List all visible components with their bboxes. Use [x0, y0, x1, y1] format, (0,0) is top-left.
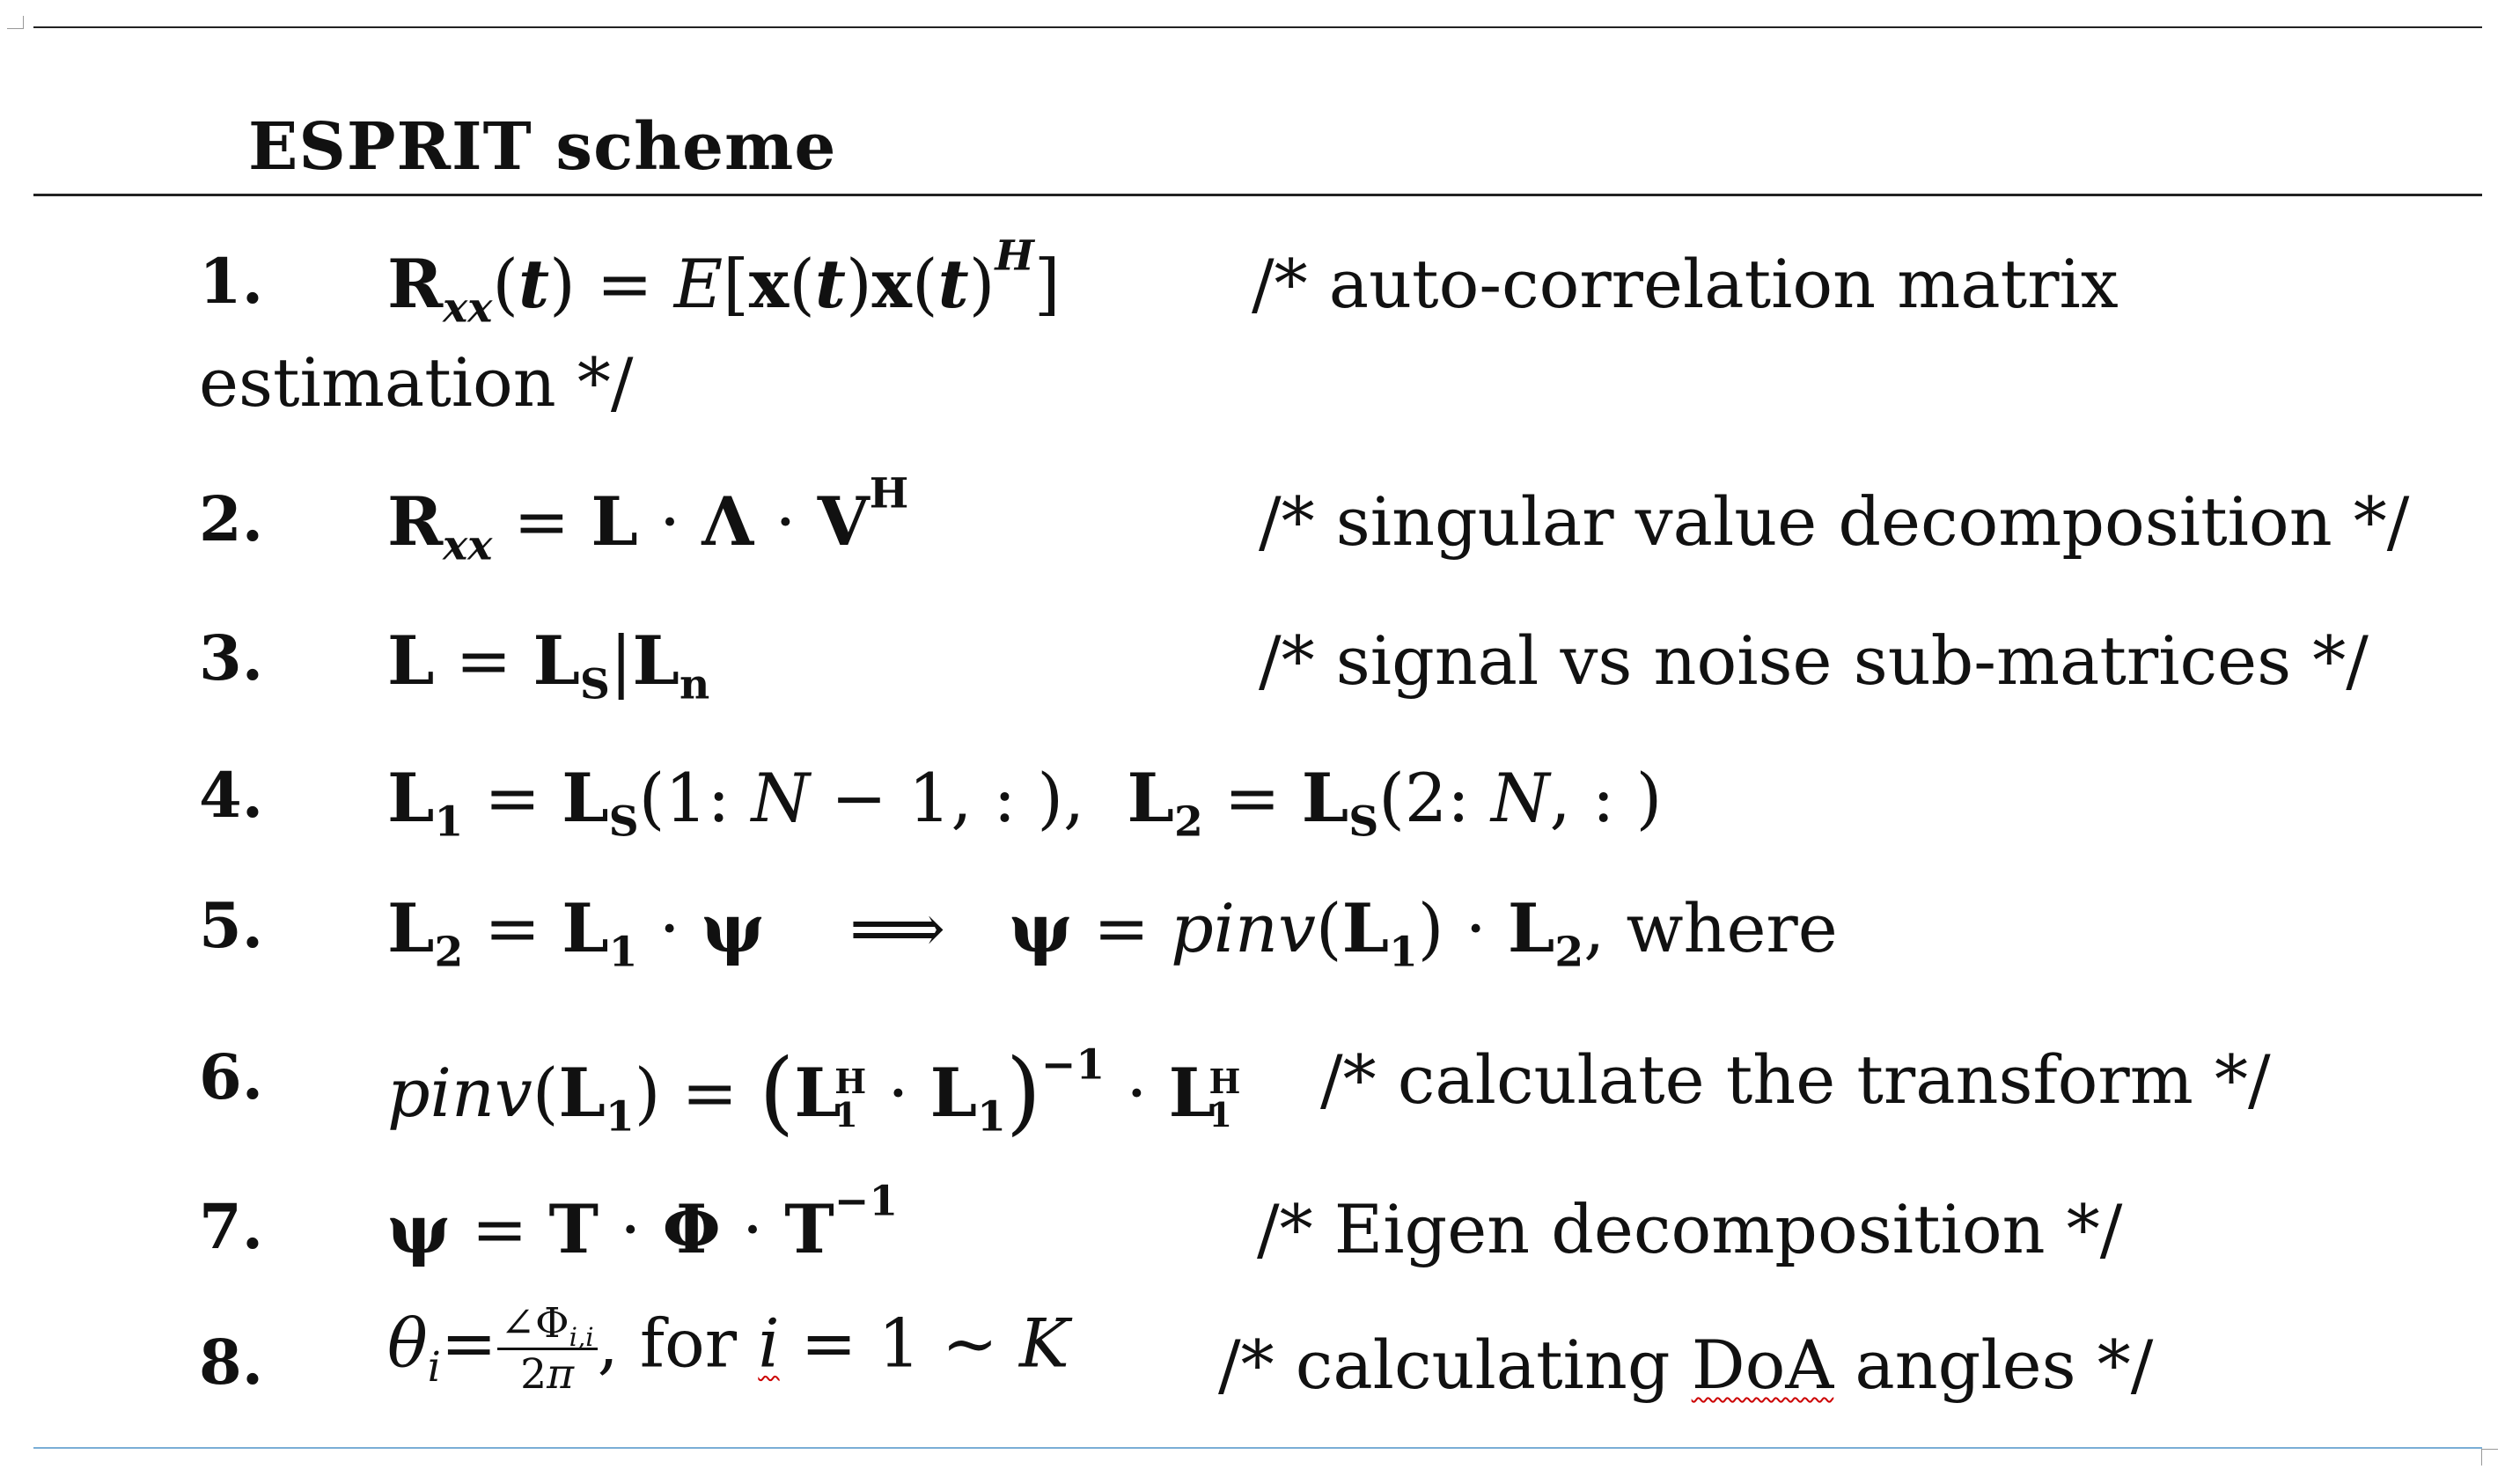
step-1 [0, 231, 2505, 350]
step-comment: /* auto-correlation matrix [1252, 245, 2119, 323]
formula: $R_{xx}(t) = E[x(t)x(t)^H]$ [387, 231, 1061, 333]
step-comment: /* singular value decomposition */ [1259, 482, 2410, 561]
step-4 [0, 759, 2505, 864]
margin-corner-mark [7, 16, 24, 29]
top-rule [33, 26, 2482, 28]
formula: $L_2 = L_1 \cdot \psi$ ⟹ $\psi = pinv(L_1) \cdot L_2$, where [387, 889, 1838, 977]
page-title: ESPRIT scheme [248, 109, 837, 185]
formula: $\theta_i=$ $\frac{\angle\Phi_{i,i}}{2\pi}$ , for i = 1 ~ K [387, 1299, 1069, 1400]
spelling-flag: DoA [1691, 1326, 1834, 1404]
step-comment: /* calculating DoA angles */ [1218, 1326, 2154, 1404]
step-number: 3. [199, 621, 264, 694]
step-8 [0, 1299, 2505, 1431]
formula: $\psi = T \cdot \Phi \cdot T^{-1}$ [387, 1177, 899, 1268]
step-comment-continuation: estimation */ [199, 343, 634, 422]
step-7 [0, 1177, 2505, 1296]
step-number: 4. [199, 759, 264, 832]
step-comment: /* signal vs noise sub-matrices */ [1259, 621, 2369, 700]
step-number: 2. [199, 482, 264, 555]
formula: $R_{xx} = L \cdot \Lambda \cdot V^H$ [387, 469, 909, 570]
formula-text: , for [597, 1304, 738, 1383]
step-1-continuation [0, 343, 2505, 449]
title-rule [33, 194, 2482, 196]
step-comment: /* Eigen decomposition */ [1257, 1190, 2123, 1268]
formula: $pinv(L_1) = (L$ H 1 · $L_1)^{-1} \cdot L$ H 1 [387, 1040, 1241, 1145]
step-3 [0, 621, 2505, 727]
bottom-rule [33, 1447, 2482, 1449]
step-number: 1. [199, 245, 264, 318]
step-number: 8. [199, 1326, 264, 1399]
step-2 [0, 469, 2505, 588]
step-number: 7. [199, 1190, 264, 1263]
step-number: 5. [199, 889, 264, 962]
margin-corner-mark [2481, 1449, 2498, 1466]
step-5 [0, 889, 2505, 995]
step-6 [0, 1040, 2505, 1146]
formula-trailing-text: , where [1583, 889, 1838, 967]
step-number: 6. [199, 1040, 264, 1113]
step-comment: /* calculate the transform */ [1320, 1040, 2271, 1119]
formula: $L = L_S|L_n$ [387, 621, 710, 709]
formula: $L_1 = L_S(1$: N − 1, : ), $L_2 = L_S(2$: N, : ) [387, 759, 1663, 847]
